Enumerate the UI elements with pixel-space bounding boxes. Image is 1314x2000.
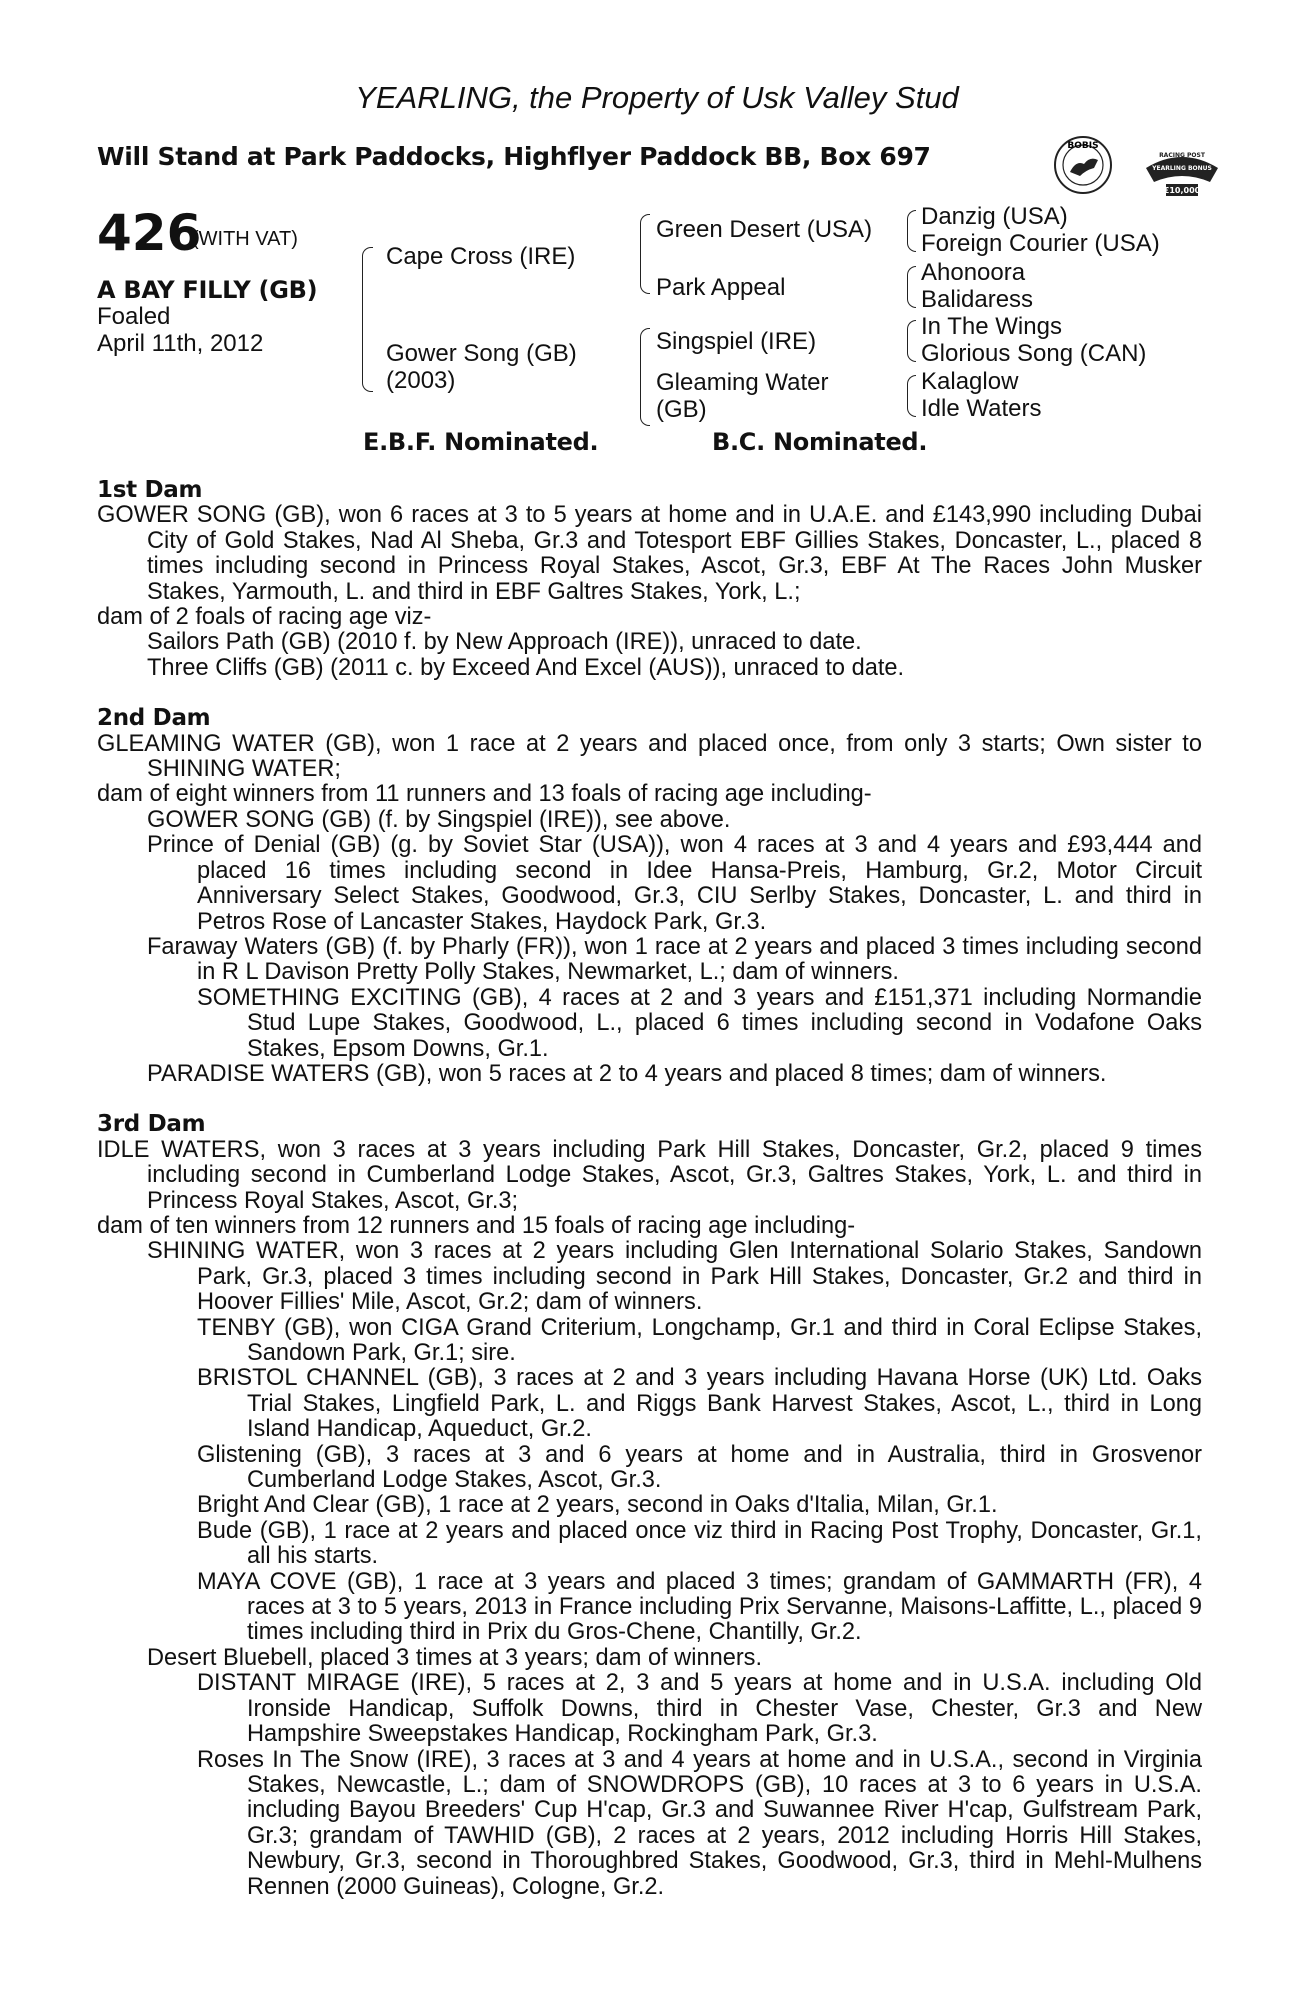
svg-text:YEARLING BONUS: YEARLING BONUS (1152, 165, 1212, 172)
pedigree-dam-year: (2003) (386, 367, 456, 394)
produce-item: Bright And Clear (GB), 1 race at 2 years, second in Oaks d'Italia, Milan, Gr.1. (197, 1492, 998, 1519)
pedigree-gen3-3: Ahonoora (921, 259, 1026, 286)
produce-item: Three Cliffs (GB) (2011 c. by Exceed And Excel (AUS)), unraced to date. (147, 654, 905, 681)
produce-item: Sailors Path (GB) (2010 f. by New Approach (IRE)), unraced to date. (147, 629, 862, 656)
sire-dam-brace (362, 247, 373, 392)
pedigree-dam-dam-country: (GB) (656, 396, 707, 423)
pedigree-sire-dam: Park Appeal (656, 274, 786, 301)
foaled-label: Foaled (97, 303, 171, 330)
first-dam-entry: GOWER SONG (GB), won 6 races at 3 to 5 years at home and in U.A.E. and £143,990 including Dubai City of Gold Stakes, Nad Al Sheba, Gr.3 and Totesport EBF Gillies Stakes, Doncaster, L., placed 8 times including second in Princess Royal Stakes, Ascot, Gr.3, EBF At The Races John Musker Stakes, Yarmouth, L. and third in EBF Galtres Stakes, York, L.; (97, 502, 1202, 605)
first-dam-produce-summary: dam of 2 foals of racing age viz- (97, 604, 432, 631)
produce-item: SHINING WATER, won 3 races at 2 years including Glen International Solario Stakes, Sandown Park, Gr.3, placed 3 times including second in Park Hill Stakes, Doncaster, Gr.2 and third in Hoover Fillies' Mile, Ascot, Gr.2; dam of winners. (147, 1238, 1202, 1316)
gen3-brace-3 (907, 320, 916, 362)
pedigree-gen3-5: In The Wings (921, 313, 1062, 340)
produce-item: TENBY (GB), won CIGA Grand Criterium, Longchamp, Gr.1 and third in Coral Eclipse Stakes, Sandown Park, Gr.1; sire. (197, 1314, 1202, 1366)
produce-item: DISTANT MIRAGE (IRE), 5 races at 2, 3 and 5 years at home and in U.S.A. including Old Ironside Handicap, Suffolk Downs, third in Chester Vase, Chester, Gr.3 and New Hampshire Sweepstakes Handicap, Rockingham Park, Gr.3. (197, 1670, 1202, 1748)
dam-parents-brace (640, 328, 650, 426)
page-title: YEARLING, the Property of Usk Valley Stud (355, 80, 959, 115)
pedigree-gen3-1: Danzig (USA) (921, 203, 1068, 230)
yearling-bonus-logo-icon (1140, 142, 1224, 200)
first-dam-heading: 1st Dam (97, 477, 203, 503)
pedigree-dam-sire: Singspiel (IRE) (656, 328, 817, 355)
produce-item: Glistening (GB), 3 races at 3 and 6 years at home and in Australia, third in Grosvenor Cumberland Lodge Stakes, Ascot, Gr.3. (197, 1441, 1202, 1494)
ebf-nomination: E.B.F. Nominated. (363, 428, 599, 456)
svg-text:£10,000: £10,000 (1163, 186, 1201, 195)
produce-item: Roses In The Snow (IRE), 3 races at 3 and 4 years at home and in U.S.A., second in Virginia Stakes, Newcastle, L.; dam of SNOWDROPS (GB), 10 races at 3 to 6 years in U.S.A. including Bayou Breeders' Cup H'cap, Gr.3 and Suwannee River H'cap, Gulfstream Park, Gr.3; grandam of TAWHID (GB), 2 races at 2 years, 2012 including Horris Hill Stakes, Newbury, Gr.3, second in Thoroughbred Stakes, Goodwood, Gr.3, third in Mehl-Mulhens Rennen (2000 Guineas), Cologne, Gr.2. (197, 1746, 1202, 1900)
bc-nomination: B.C. Nominated. (712, 428, 928, 456)
pedigree-gen3-2: Foreign Courier (USA) (921, 230, 1160, 257)
lot-description: A BAY FILLY (GB) (97, 276, 318, 304)
gen3-brace-2 (907, 266, 916, 308)
stand-location: Will Stand at Park Paddocks, Highflyer Paddock BB, Box 697 (97, 142, 931, 171)
pedigree-sire: Cape Cross (IRE) (386, 243, 576, 270)
pedigree-dam: Gower Song (GB) (386, 340, 577, 367)
pedigree-sire-sire: Green Desert (USA) (656, 216, 873, 243)
sire-parents-brace (640, 214, 650, 294)
pedigree-gen3-8: Idle Waters (921, 395, 1042, 422)
second-dam-produce-summary: dam of eight winners from 11 runners and 13 foals of racing age including- (97, 781, 872, 808)
third-dam-entry: IDLE WATERS, won 3 races at 3 years including Park Hill Stakes, Doncaster, Gr.2, placed 9 times including second in Cumberland Lodge Stakes, Ascot, Gr.3, Galtres Stakes, York, L. and third in Princess Royal Stakes, Ascot, Gr.3; (97, 1136, 1202, 1214)
produce-item: Bude (GB), 1 race at 2 years and placed once viz third in Racing Post Trophy, Doncaster, Gr.1, all his starts. (197, 1517, 1202, 1570)
gen3-brace-4 (907, 375, 916, 417)
produce-item: MAYA COVE (GB), 1 race at 3 years and placed 3 times; grandam of GAMMARTH (FR), 4 races at 3 to 5 years, 2013 in France including Prix Servanne, Maisons-Laffitte, L., placed 9 times including third in Prix du Gros-Chene, Chantilly, Gr.2. (197, 1568, 1202, 1646)
second-dam-heading: 2nd Dam (97, 705, 211, 732)
second-dam-entry: GLEAMING WATER (GB), won 1 race at 2 years and placed once, from only 3 starts; Own sister to SHINING WATER; (97, 730, 1202, 783)
produce-item: Faraway Waters (GB) (f. by Pharly (FR)), won 1 race at 2 years and placed 3 times including second in R L Davison Pretty Polly Stakes, Newmarket, L.; dam of winners. (147, 933, 1202, 986)
produce-item: PARADISE WATERS (GB), won 5 races at 2 to 4 years and placed 8 times; dam of winners. (147, 1060, 1107, 1087)
produce-item: Desert Bluebell, placed 3 times at 3 years; dam of winners. (147, 1644, 763, 1671)
pedigree-gen3-7: Kalaglow (921, 368, 1019, 395)
produce-item: GOWER SONG (GB) (f. by Singspiel (IRE)), see above. (147, 806, 731, 833)
bobis-logo-icon (1052, 134, 1114, 196)
produce-item: BRISTOL CHANNEL (GB), 3 races at 2 and 3 years including Havana Horse (UK) Ltd. Oaks Trial Stakes, Lingfield Park, L. and Riggs Bank Harvest Stakes, Ascot, L., third in Long Island Handicap, Aqueduct, Gr.2. (197, 1365, 1202, 1443)
svg-text:RACING POST: RACING POST (1159, 152, 1205, 159)
foaled-date: April 11th, 2012 (97, 330, 264, 357)
gen3-brace-1 (907, 210, 916, 252)
catalogue-body (97, 478, 1202, 1900)
pedigree-gen3-6: Glorious Song (CAN) (921, 340, 1147, 367)
produce-item: Prince of Denial (GB) (g. by Soviet Star (USA)), won 4 races at 3 and 4 years and £93,444 and placed 16 times including second in Idee Hansa-Preis, Hamburg, Gr.2, Motor Circuit Anniversary Select Stakes, Goodwood, Gr.3, CIU Serlby Stakes, Doncaster, L. and third in Petros Rose of Lancaster Stakes, Haydock Park, Gr.3. (147, 832, 1202, 935)
third-dam-heading: 3rd Dam (97, 1111, 206, 1138)
produce-item: SOMETHING EXCITING (GB), 4 races at 2 and 3 years and £151,371 including Normandie Stud Lupe Stakes, Goodwood, L., placed 6 times including second in Vodafone Oaks Stakes, Epsom Downs, Gr.1. (197, 984, 1202, 1062)
third-dam-produce-summary: dam of ten winners from 12 runners and 15 foals of racing age including- (97, 1212, 856, 1239)
pedigree-dam-dam: Gleaming Water (656, 369, 829, 396)
vat-note: (WITH VAT) (192, 228, 298, 250)
pedigree-gen3-4: Balidaress (921, 286, 1034, 313)
svg-text:BOBIS: BOBIS (1067, 141, 1099, 151)
lot-number: 426 (97, 204, 202, 262)
